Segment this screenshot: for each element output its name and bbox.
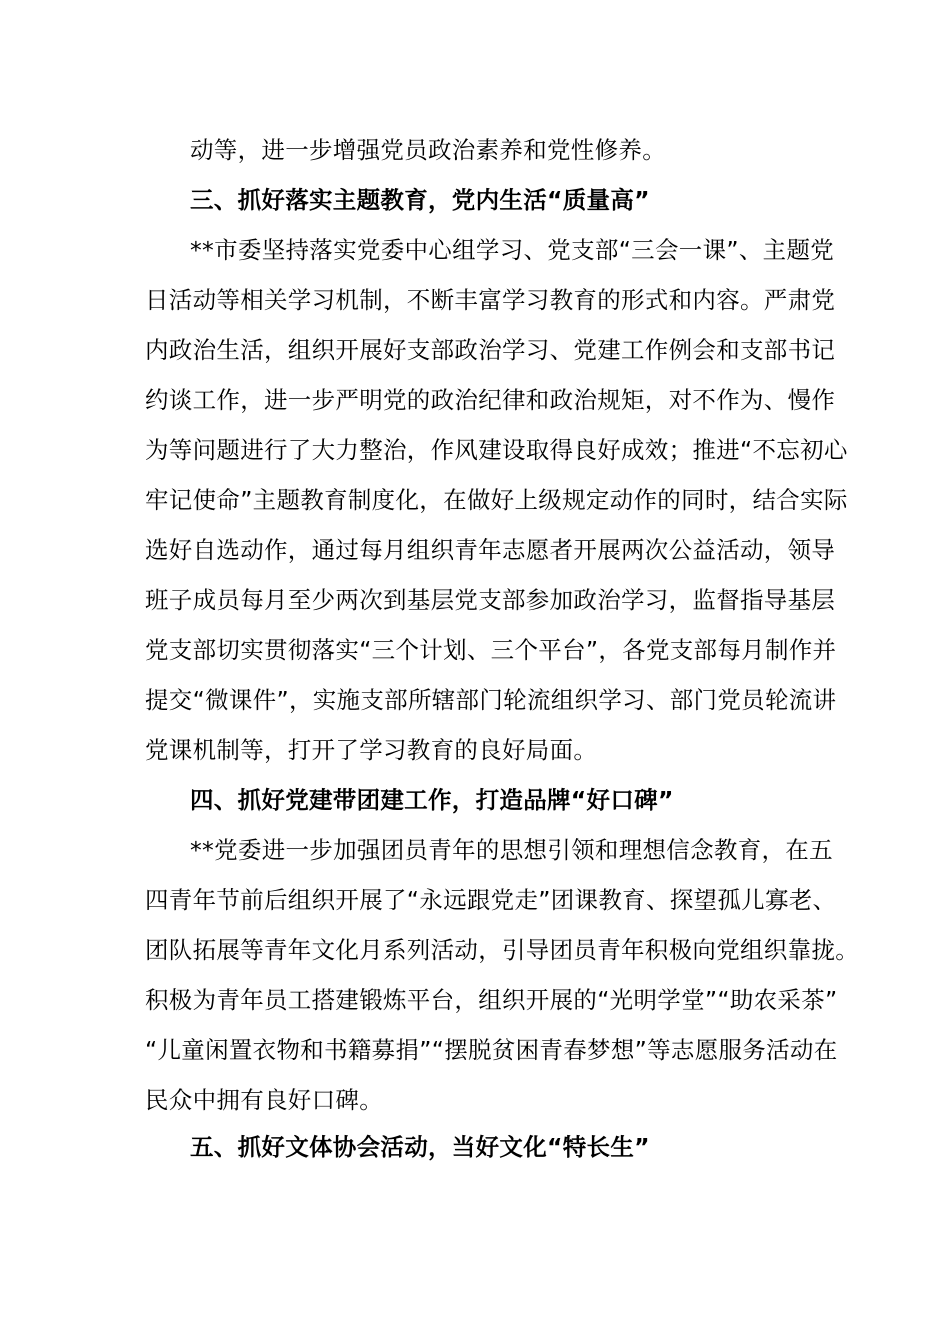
paragraph-line: “儿童闲置衣物和书籍募捐”“摆脱贫困青春梦想”等志愿服务活动在: [145, 1036, 838, 1064]
paragraph-line: 牢记使命”主题教育制度化，在做好上级规定动作的同时，结合实际: [145, 486, 848, 514]
paragraph-line: 提交“微课件”，实施支部所辖部门轮流组织学习、部门党员轮流讲: [145, 686, 837, 714]
paragraph-line: 积极为青年员工搭建锻炼平台，组织开展的“光明学堂”“助农采茶”: [145, 986, 838, 1014]
section-heading: 四、抓好党建带团建工作，打造品牌“好口碑”: [190, 786, 674, 814]
paragraph-line: 日活动等相关学习机制，不断丰富学习教育的形式和内容。严肃党: [145, 286, 836, 314]
paragraph-line: 四青年节前后组织开展了“永远跟党走”团课教育、探望孤儿寡老、: [145, 886, 837, 914]
paragraph-line: 民众中拥有良好口碑。: [145, 1086, 383, 1114]
paragraph-line: 动等，进一步增强党员政治素养和党性修养。: [190, 136, 666, 164]
paragraph-line: 为等问题进行了大力整治，作风建设取得良好成效；推进“不忘初心: [145, 436, 848, 464]
section-heading: 三、抓好落实主题教育，党内生活“质量高”: [190, 186, 650, 214]
paragraph-line: 选好自选动作，通过每月组织青年志愿者开展两次公益活动，领导: [145, 536, 836, 564]
paragraph-line: 内政治生活，组织开展好支部政治学习、党建工作例会和支部书记: [145, 336, 836, 364]
paragraph-line: **市委坚持落实党委中心组学习、党支部“三会一课”、主题党: [190, 236, 835, 264]
paragraph-line: 约谈工作，进一步严明党的政治纪律和政治规矩，对不作为、慢作: [145, 386, 836, 414]
paragraph-line: 党支部切实贯彻落实“三个计划、三个平台”，各党支部每月制作并: [145, 636, 837, 664]
paragraph-line: 团队拓展等青年文化月系列活动，引导团员青年积极向党组织靠拢。: [145, 936, 859, 964]
section-heading: 五、抓好文体协会活动，当好文化“特长生”: [190, 1133, 650, 1161]
paragraph-line: **党委进一步加强团员青年的思想引领和理想信念教育，在五: [190, 836, 833, 864]
paragraph-line: 党课机制等，打开了学习教育的良好局面。: [145, 736, 598, 764]
paragraph-line: 班子成员每月至少两次到基层党支部参加政治学习，监督指导基层: [145, 586, 836, 614]
